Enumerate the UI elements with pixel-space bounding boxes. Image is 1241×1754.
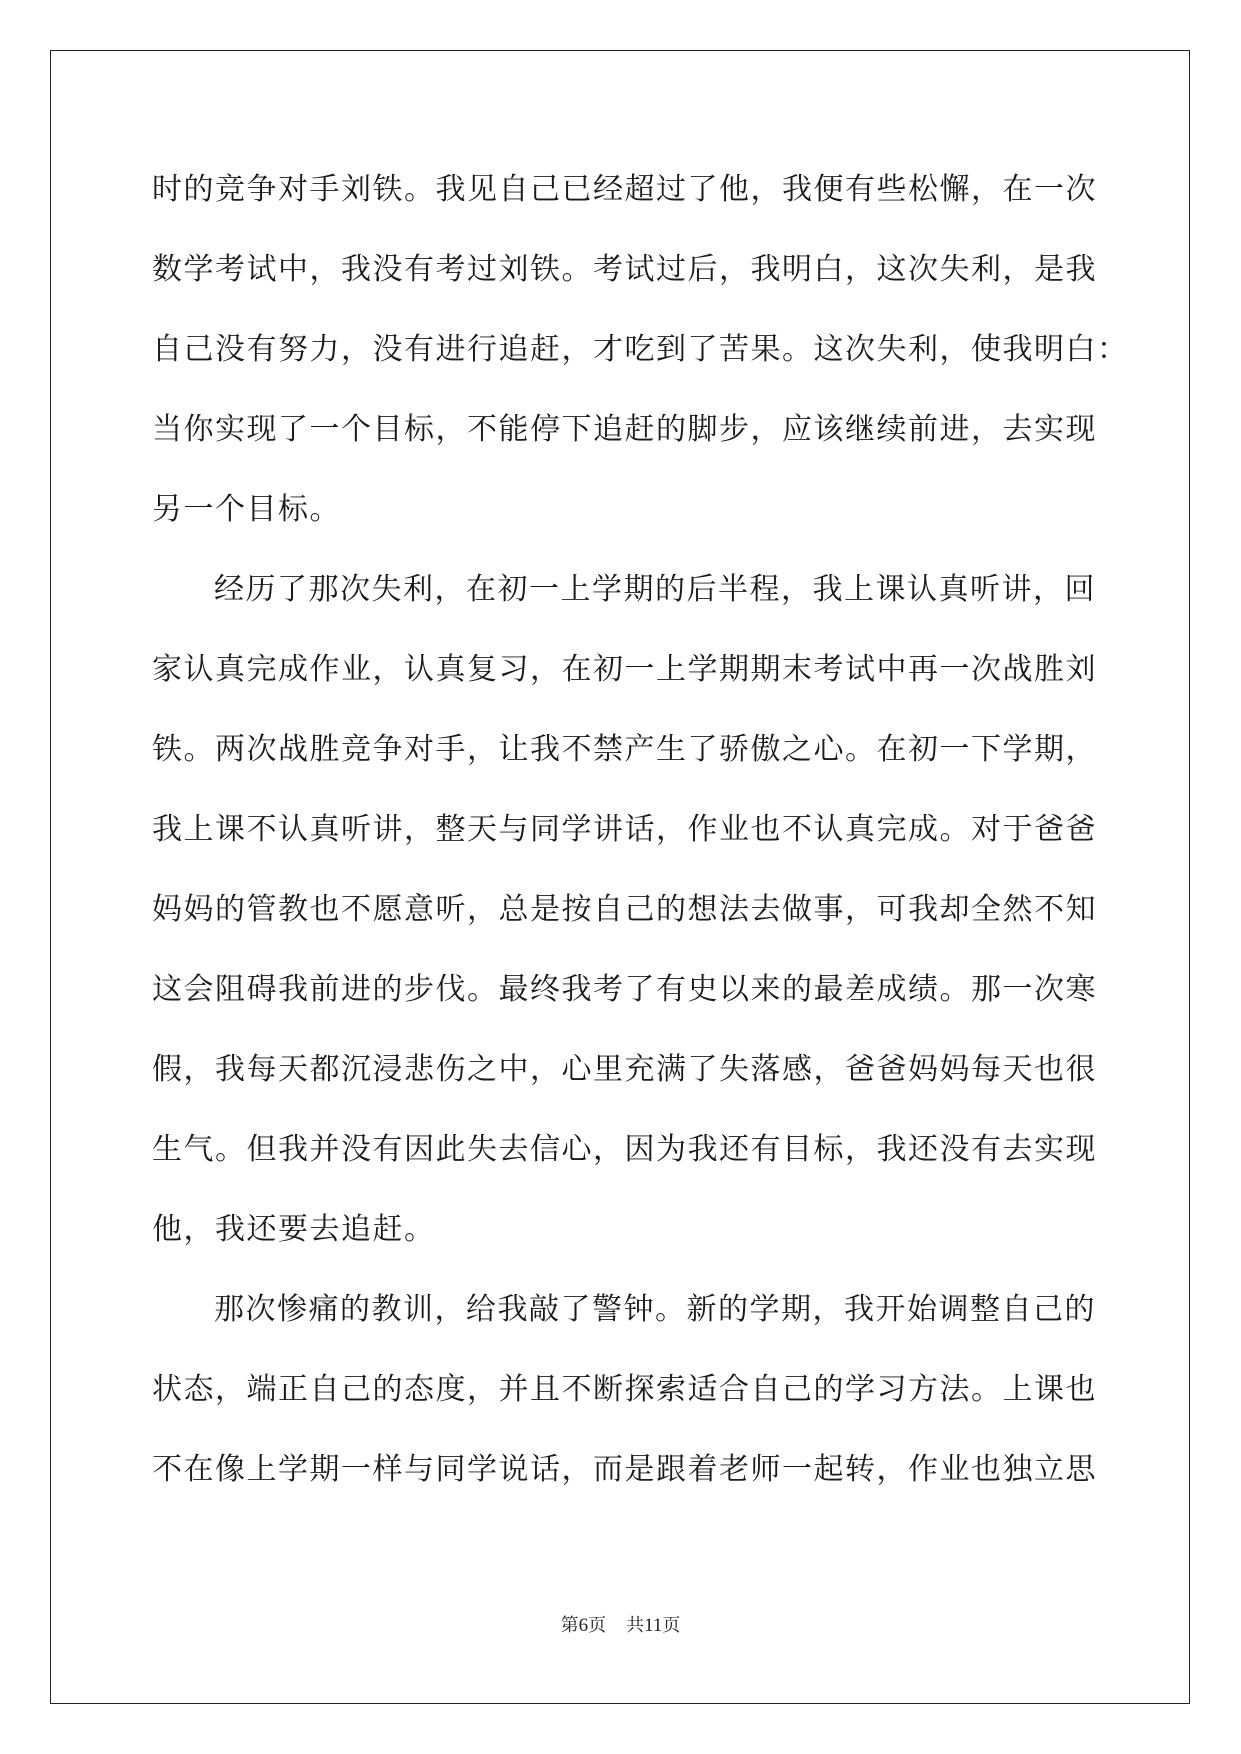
text-line: 妈妈的管教也不愿意听，总是按自己的想法去做事，可我却全然不知 xyxy=(152,892,1097,927)
paragraph-start-line: 那次惨痛的教训，给我敲了警钟。新的学期，我开始调整自己的 xyxy=(214,1292,1096,1327)
total-suffix: 页 xyxy=(662,1615,681,1636)
text-line: 另一个目标。 xyxy=(152,492,341,527)
text-line: 他，我还要去追赶。 xyxy=(152,1212,436,1247)
text-line: 家认真完成作业，认真复习，在初一上学期期末考试中再一次战胜刘 xyxy=(152,652,1097,687)
text-line: 状态，端正自己的态度，并且不断探索适合自己的学习方法。上课也 xyxy=(152,1372,1097,1407)
page-suffix: 页 xyxy=(588,1615,607,1636)
page-number: 6 xyxy=(578,1615,589,1636)
text-line: 当你实现了一个目标，不能停下追赶的脚步，应该继续前进，去实现 xyxy=(152,412,1097,447)
text-line: 生气。但我并没有因此失去信心，因为我还有目标，我还没有去实现 xyxy=(152,1132,1097,1167)
total-pages: 11 xyxy=(644,1615,663,1636)
text-line: 假，我每天都沉浸悲伤之中，心里充满了失落感，爸爸妈妈每天也很 xyxy=(152,1052,1097,1087)
text-line: 这会阻碍我前进的步伐。最终我考了有史以来的最差成绩。那一次寒 xyxy=(152,972,1097,1007)
text-line: 数学考试中，我没有考过刘铁。考试过后，我明白，这次失利，是我 xyxy=(152,252,1097,287)
text-line: 自己没有努力，没有进行追赶，才吃到了苦果。这次失利，使我明白： xyxy=(152,332,1129,367)
page-prefix: 第 xyxy=(560,1615,579,1636)
paragraph-start-line: 经历了那次失利，在初一上学期的后半程，我上课认真听讲，回 xyxy=(214,572,1096,607)
text-line: 时的竞争对手刘铁。我见自己已经超过了他，我便有些松懈，在一次 xyxy=(152,172,1097,207)
text-line: 不在像上学期一样与同学说话，而是跟着老师一起转，作业也独立思 xyxy=(152,1452,1097,1487)
text-line: 铁。两次战胜竞争对手，让我不禁产生了骄傲之心。在初一下学期， xyxy=(152,732,1097,767)
total-prefix: 共 xyxy=(626,1615,645,1636)
text-line: 我上课不认真听讲，整天与同学讲话，作业也不认真完成。对于爸爸 xyxy=(152,812,1097,847)
page-footer xyxy=(0,1614,1241,1638)
